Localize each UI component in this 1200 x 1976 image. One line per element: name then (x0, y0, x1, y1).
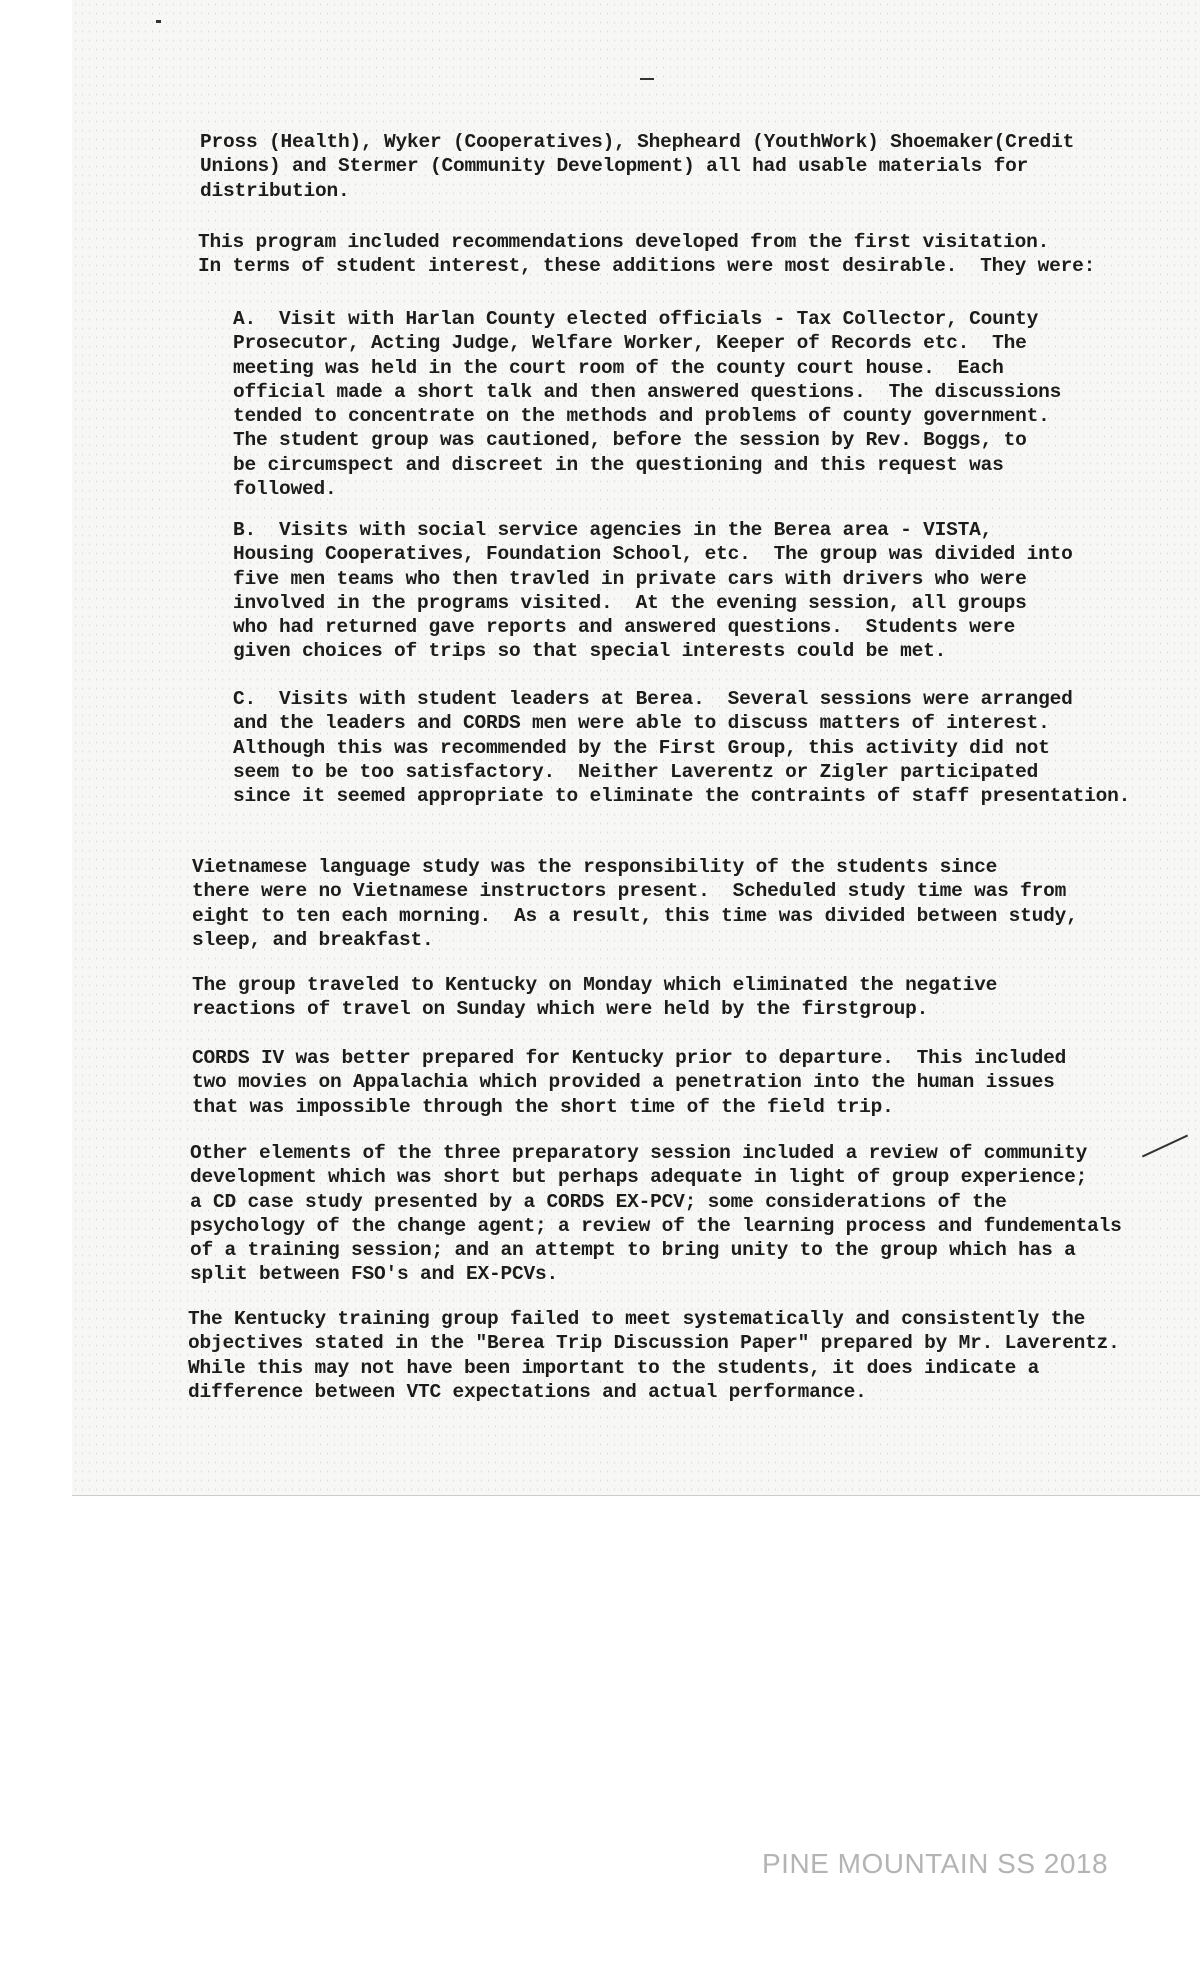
text-line: there were no Vietnamese instructors present. Scheduled study time was from (192, 880, 1067, 903)
text-line: Although this was recommended by the First Group, this activity did not (233, 736, 1050, 759)
text-line: meeting was held in the court room of the county court house. Each (233, 356, 1004, 379)
paragraph-kentucky (188, 1307, 1120, 1404)
text-line: seem to be too satisfactory. Neither Laverentz or Zigler participated (233, 760, 1039, 783)
text-line: Unions) and Stermer (Community Development) all had usable materials for (200, 155, 1029, 178)
text-line: psychology of the change agent; a review of the learning process and fundementals (190, 1214, 1122, 1237)
text-line: and the leaders and CORDS men were able to discuss matters of interest. (233, 712, 1050, 735)
text-line: since it seemed appropriate to eliminate the contraints of staff presentation. (233, 785, 1131, 808)
text-line: objectives stated in the "Berea Trip Discussion Paper" prepared by Mr. Laverentz. (188, 1332, 1120, 1355)
paragraph-cords (192, 1046, 1066, 1119)
text-line: a CD case study presented by a CORDS EX-PCV; some considerations of the (190, 1190, 1007, 1213)
list-item-a (233, 307, 1061, 501)
text-line: reactions of travel on Sunday which were held by the firstgroup. (192, 998, 929, 1021)
footer-watermark: PINE MOUNTAIN SS 2018 (762, 1848, 1109, 1879)
text-line: difference between VTC expectations and actual performance. (188, 1380, 867, 1403)
text-line: Housing Cooperatives, Foundation School, etc. The group was divided into (233, 543, 1073, 566)
text-line: sleep, and breakfast. (192, 928, 434, 951)
text-line: that was impossible through the short time of the field trip. (192, 1095, 894, 1118)
text-line: The group traveled to Kentucky on Monday which eliminated the negative (192, 974, 998, 996)
text-line: tended to concentrate on the methods and problems of county government. (233, 405, 1050, 428)
list-item-b (233, 518, 1073, 664)
text-line: Prosecutor, Acting Judge, Welfare Worker, Keeper of Records etc. The (233, 332, 1027, 355)
text-line: followed. (233, 478, 337, 501)
list-item-c (233, 687, 1130, 808)
text-line: official made a short talk and then answered questions. The discussions (233, 380, 1062, 403)
scan-speck (640, 78, 654, 80)
text-line: While this may not have been important to the students, it does indicate a (188, 1356, 1040, 1379)
text-line: CORDS IV was better prepared for Kentucky prior to departure. This included (192, 1047, 1067, 1069)
scan-speck (156, 20, 161, 23)
text-line: development which was short but perhaps adequate in light of group experience; (190, 1166, 1088, 1189)
text-line: split between FSO's and EX-PCVs. (190, 1263, 559, 1286)
text-line: five men teams who then travled in private cars with drivers who were (233, 567, 1027, 590)
paragraph-other (190, 1141, 1122, 1287)
text-line: Pross (Health), Wyker (Cooperatives), Shepheard (YouthWork) Shoemaker(Credit (200, 131, 1075, 153)
text-line: Vietnamese language study was the responsibility of the students since (192, 856, 998, 878)
text-line: C. Visits with student leaders at Berea. Several sessions were arranged (233, 688, 1073, 710)
text-line: be circumspect and discreet in the questioning and this request was (233, 453, 1004, 476)
text-line: who had returned gave reports and answered questions. Students were (233, 616, 1016, 639)
text-line: The student group was cautioned, before the session by Rev. Boggs, to (233, 429, 1027, 452)
text-line: given choices of trips so that special interests could be met. (233, 640, 947, 663)
text-line: two movies on Appalachia which provided a penetration into the human issues (192, 1071, 1055, 1094)
text-line: of a training session; and an attempt to bring unity to the group which has a (190, 1239, 1076, 1262)
paragraph-materials (200, 130, 1074, 203)
text-line: distribution. (200, 179, 350, 202)
text-line: Other elements of the three preparatory session included a review of community (190, 1142, 1088, 1164)
paragraph-language (192, 855, 1078, 952)
text-line: eight to ten each morning. As a result, this time was divided between study, (192, 904, 1078, 927)
text-line: This program included recommendations developed from the first visitation. (198, 231, 1050, 253)
text-line: In terms of student interest, these additions were most desirable. They were: (198, 255, 1096, 278)
paragraph-travel (192, 973, 997, 1022)
text-line: A. Visit with Harlan County elected officials - Tax Collector, County (233, 308, 1039, 330)
text-line: The Kentucky training group failed to meet systematically and consistently the (188, 1308, 1086, 1330)
text-line: involved in the programs visited. At the evening session, all groups (233, 591, 1027, 614)
paragraph-program (198, 230, 1095, 279)
text-line: B. Visits with social service agencies in the Berea area - VISTA, (233, 519, 993, 541)
